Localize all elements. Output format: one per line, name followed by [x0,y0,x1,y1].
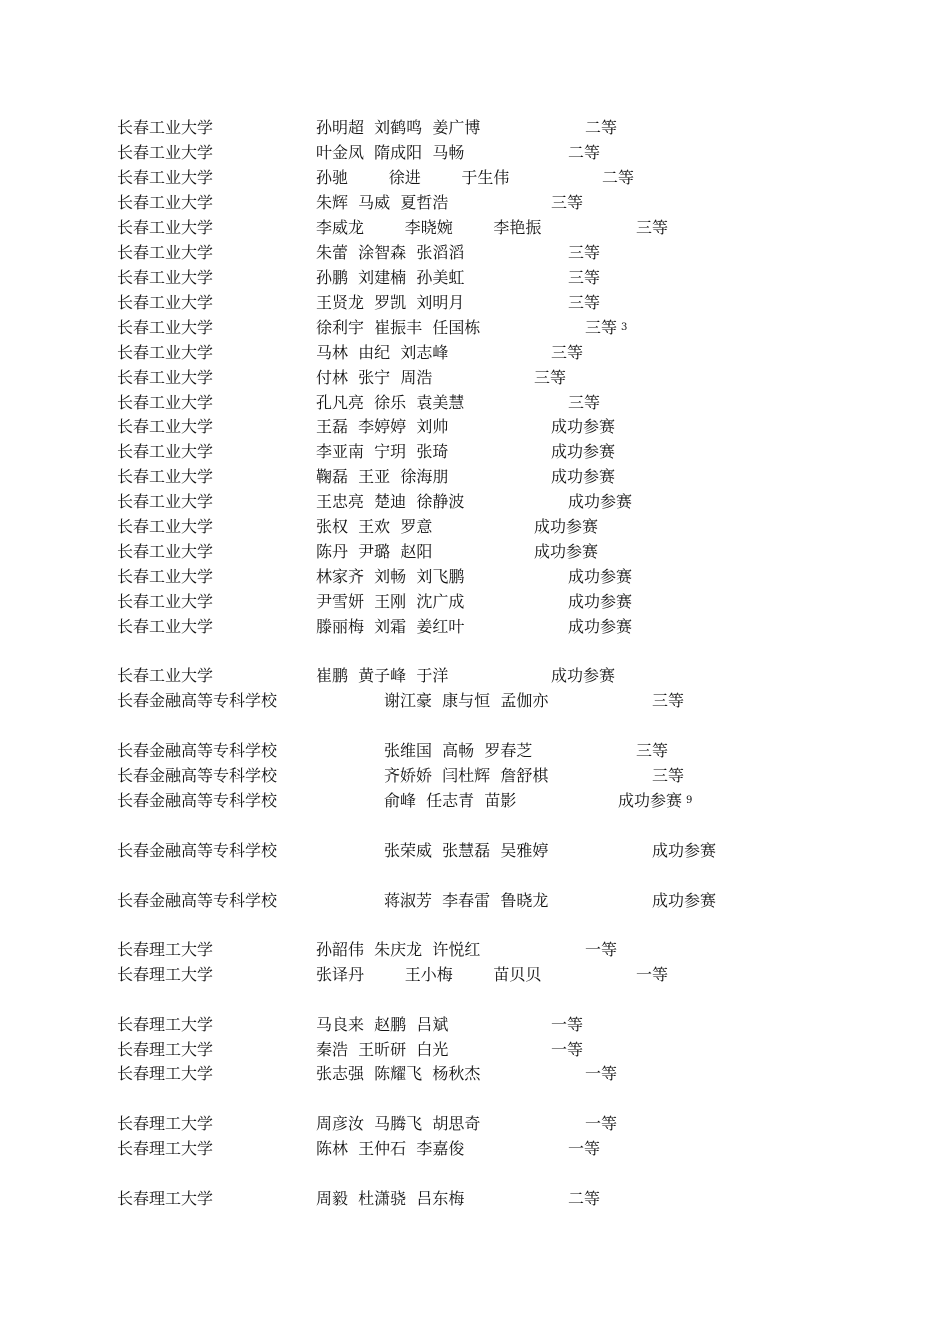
team-members: 张译丹 王小梅 苗贝贝 [316,965,542,984]
school-name: 长春工业大学 [117,517,214,536]
table-row [0,140,950,165]
school-name: 长春理工大学 [117,940,214,959]
table-row [0,564,950,589]
award-level [551,439,615,464]
award-text: 三等 [585,318,618,337]
team-members: 俞峰 任志青 苗影 [384,791,517,810]
award-text: 三等 [652,691,685,710]
team-members: 李亚南 宁玥 张琦 [316,442,449,461]
school-name: 长春理工大学 [117,1139,214,1158]
table-row [0,365,950,390]
award-text: 三等 [568,293,601,312]
award-level [551,414,615,439]
school-name: 长春工业大学 [117,243,214,262]
award-text: 三等 [551,343,584,362]
table-row [0,115,950,140]
footnote-marker: 3 [621,322,628,333]
team-members: 陈丹 尹璐 赵阳 [316,542,433,561]
school-name: 长春工业大学 [117,442,214,461]
award-level [551,1012,583,1037]
team-members: 张荣威 张慧磊 吴雅婷 [384,841,549,860]
award-text: 三等 [534,368,567,387]
table-row [0,514,950,539]
team-members: 崔鹏 黄子峰 于洋 [316,666,449,685]
award-text: 一等 [568,1139,601,1158]
award-level [534,539,598,564]
award-text: 成功参赛 [534,542,599,561]
award-text: 成功参赛 [568,567,633,586]
award-text: 成功参赛 [568,617,633,636]
award-level [636,962,668,987]
school-name: 长春金融高等专科学校 [117,891,278,910]
team-members: 马林 由纪 刘志峰 [316,343,449,362]
school-name: 长春理工大学 [117,1015,214,1034]
team-members: 张维国 高畅 罗春芝 [384,741,533,760]
team-members: 尹雪妍 王刚 沈广成 [316,592,465,611]
table-row [0,165,950,190]
award-level [585,1111,617,1136]
table-row [0,464,950,489]
team-members: 朱辉 马威 夏哲浩 [316,193,449,212]
team-members: 张志强 陈耀飞 杨秋杰 [316,1064,481,1083]
school-name: 长春金融高等专科学校 [117,791,278,810]
award-level [618,788,693,813]
table-row [0,1136,950,1161]
school-name: 长春工业大学 [117,617,214,636]
award-level [602,165,634,190]
award-text: 三等 [652,766,685,785]
award-level [568,240,600,265]
school-name: 长春金融高等专科学校 [117,691,278,710]
table-row [0,763,950,788]
school-name: 长春工业大学 [117,542,214,561]
school-name: 长春理工大学 [117,1189,214,1208]
table-row [0,315,950,340]
award-text: 三等 [568,268,601,287]
school-name: 长春理工大学 [117,1040,214,1059]
award-text: 二等 [568,143,601,162]
team-members: 朱蕾 涂智森 张滔滔 [316,243,465,262]
table-row [0,340,950,365]
award-text: 三等 [551,193,584,212]
award-level [652,763,684,788]
school-name: 长春工业大学 [117,368,214,387]
award-text: 成功参赛 [568,492,633,511]
award-text: 一等 [551,1015,584,1034]
award-level [568,1186,600,1211]
table-row [0,962,950,987]
award-text: 一等 [636,965,669,984]
award-text: 二等 [585,118,618,137]
team-members: 李威龙 李晓婉 李艳振 [316,218,542,237]
team-members: 齐娇娇 闫杜辉 詹舒棋 [384,766,549,785]
school-name: 长春理工大学 [117,965,214,984]
school-name: 长春工业大学 [117,293,214,312]
award-level [551,464,615,489]
table-row [0,190,950,215]
table-row [0,265,950,290]
table-row [0,788,950,813]
school-name: 长春工业大学 [117,118,214,137]
table-row [0,290,950,315]
team-members: 付林 张宁 周浩 [316,368,433,387]
award-level [636,215,668,240]
award-text: 成功参赛 [618,791,683,810]
school-name: 长春金融高等专科学校 [117,766,278,785]
team-members: 马良来 赵鹏 吕斌 [316,1015,449,1034]
table-row [0,240,950,265]
award-text: 三等 [636,741,669,760]
award-level [585,115,617,140]
table-row [0,439,950,464]
award-text: 一等 [585,1114,618,1133]
table-row [0,1186,950,1211]
table-row [0,937,950,962]
table-row [0,738,950,763]
table-row [0,1061,950,1086]
award-text: 成功参赛 [551,666,616,685]
school-name: 长春金融高等专科学校 [117,741,278,760]
award-level [568,489,632,514]
award-text: 一等 [585,1064,618,1083]
team-members: 王磊 李婷婷 刘帅 [316,417,449,436]
award-text: 成功参赛 [534,517,599,536]
team-members: 林家齐 刘畅 刘飞鹏 [316,567,465,586]
award-text: 三等 [636,218,669,237]
team-members: 周毅 杜潇骁 吕东梅 [316,1189,465,1208]
team-members: 叶金凤 隋成阳 马畅 [316,143,465,162]
table-row [0,539,950,564]
team-members: 徐利宇 崔振丰 任国栋 [316,318,481,337]
award-level [585,315,628,340]
team-members: 孙明超 刘鹤鸣 姜广博 [316,118,481,137]
award-level [636,738,668,763]
table-row [0,414,950,439]
award-text: 三等 [568,393,601,412]
team-members: 王忠亮 楚迪 徐静波 [316,492,465,511]
award-level [652,688,684,713]
team-members: 蒋淑芳 李春雷 鲁晓龙 [384,891,549,910]
team-members: 谢江豪 康与恒 孟伽亦 [384,691,549,710]
school-name: 长春工业大学 [117,343,214,362]
school-name: 长春工业大学 [117,592,214,611]
award-level [551,663,615,688]
award-level [534,365,566,390]
school-name: 长春理工大学 [117,1064,214,1083]
award-level [568,1136,600,1161]
award-level [568,589,632,614]
award-level [585,937,617,962]
team-members: 秦浩 王昕研 白光 [316,1040,449,1059]
table-row [0,215,950,240]
school-name: 长春金融高等专科学校 [117,841,278,860]
team-members: 张权 王欢 罗意 [316,517,433,536]
table-row [0,589,950,614]
school-name: 长春工业大学 [117,467,214,486]
award-level [585,1061,617,1086]
team-members: 孙鹏 刘建楠 孙美虹 [316,268,465,287]
award-level [568,564,632,589]
award-level [551,340,583,365]
school-name: 长春工业大学 [117,143,214,162]
school-name: 长春工业大学 [117,492,214,511]
award-text: 一等 [551,1040,584,1059]
school-name: 长春工业大学 [117,193,214,212]
award-level [568,290,600,315]
school-name: 长春理工大学 [117,1114,214,1133]
award-text: 三等 [568,243,601,262]
team-members: 王贤龙 罗凯 刘明月 [316,293,465,312]
team-members: 孙驰 徐进 于生伟 [316,168,510,187]
school-name: 长春工业大学 [117,666,214,685]
table-row [0,838,950,863]
school-name: 长春工业大学 [117,218,214,237]
table-row [0,614,950,639]
team-members: 孙韶伟 朱庆龙 许悦红 [316,940,481,959]
team-members: 鞠磊 王亚 徐海朋 [316,467,449,486]
award-text: 成功参赛 [551,442,616,461]
table-row [0,663,950,688]
team-members: 陈林 王仲石 李嘉俊 [316,1139,465,1158]
team-members: 周彦汝 马腾飞 胡思奇 [316,1114,481,1133]
table-row [0,888,950,913]
team-members: 滕丽梅 刘霜 姜红叶 [316,617,465,636]
award-text: 成功参赛 [568,592,633,611]
school-name: 长春工业大学 [117,417,214,436]
award-level [551,1037,583,1062]
award-text: 成功参赛 [652,891,717,910]
award-level [568,265,600,290]
award-level [568,390,600,415]
award-level [551,190,583,215]
footnote-marker: 9 [686,795,693,806]
school-name: 长春工业大学 [117,168,214,187]
award-text: 成功参赛 [551,417,616,436]
award-text: 一等 [585,940,618,959]
table-row [0,390,950,415]
award-level [534,514,598,539]
award-level [652,888,716,913]
school-name: 长春工业大学 [117,318,214,337]
table-row [0,1037,950,1062]
award-text: 成功参赛 [652,841,717,860]
table-row [0,1111,950,1136]
award-level [568,140,600,165]
table-row [0,688,950,713]
award-text: 成功参赛 [551,467,616,486]
school-name: 长春工业大学 [117,567,214,586]
award-text: 二等 [568,1189,601,1208]
school-name: 长春工业大学 [117,268,214,287]
table-row [0,489,950,514]
team-members: 孔凡亮 徐乐 袁美慧 [316,393,465,412]
award-level [568,614,632,639]
award-level [652,838,716,863]
table-row [0,1012,950,1037]
school-name: 长春工业大学 [117,393,214,412]
award-text: 二等 [602,168,635,187]
